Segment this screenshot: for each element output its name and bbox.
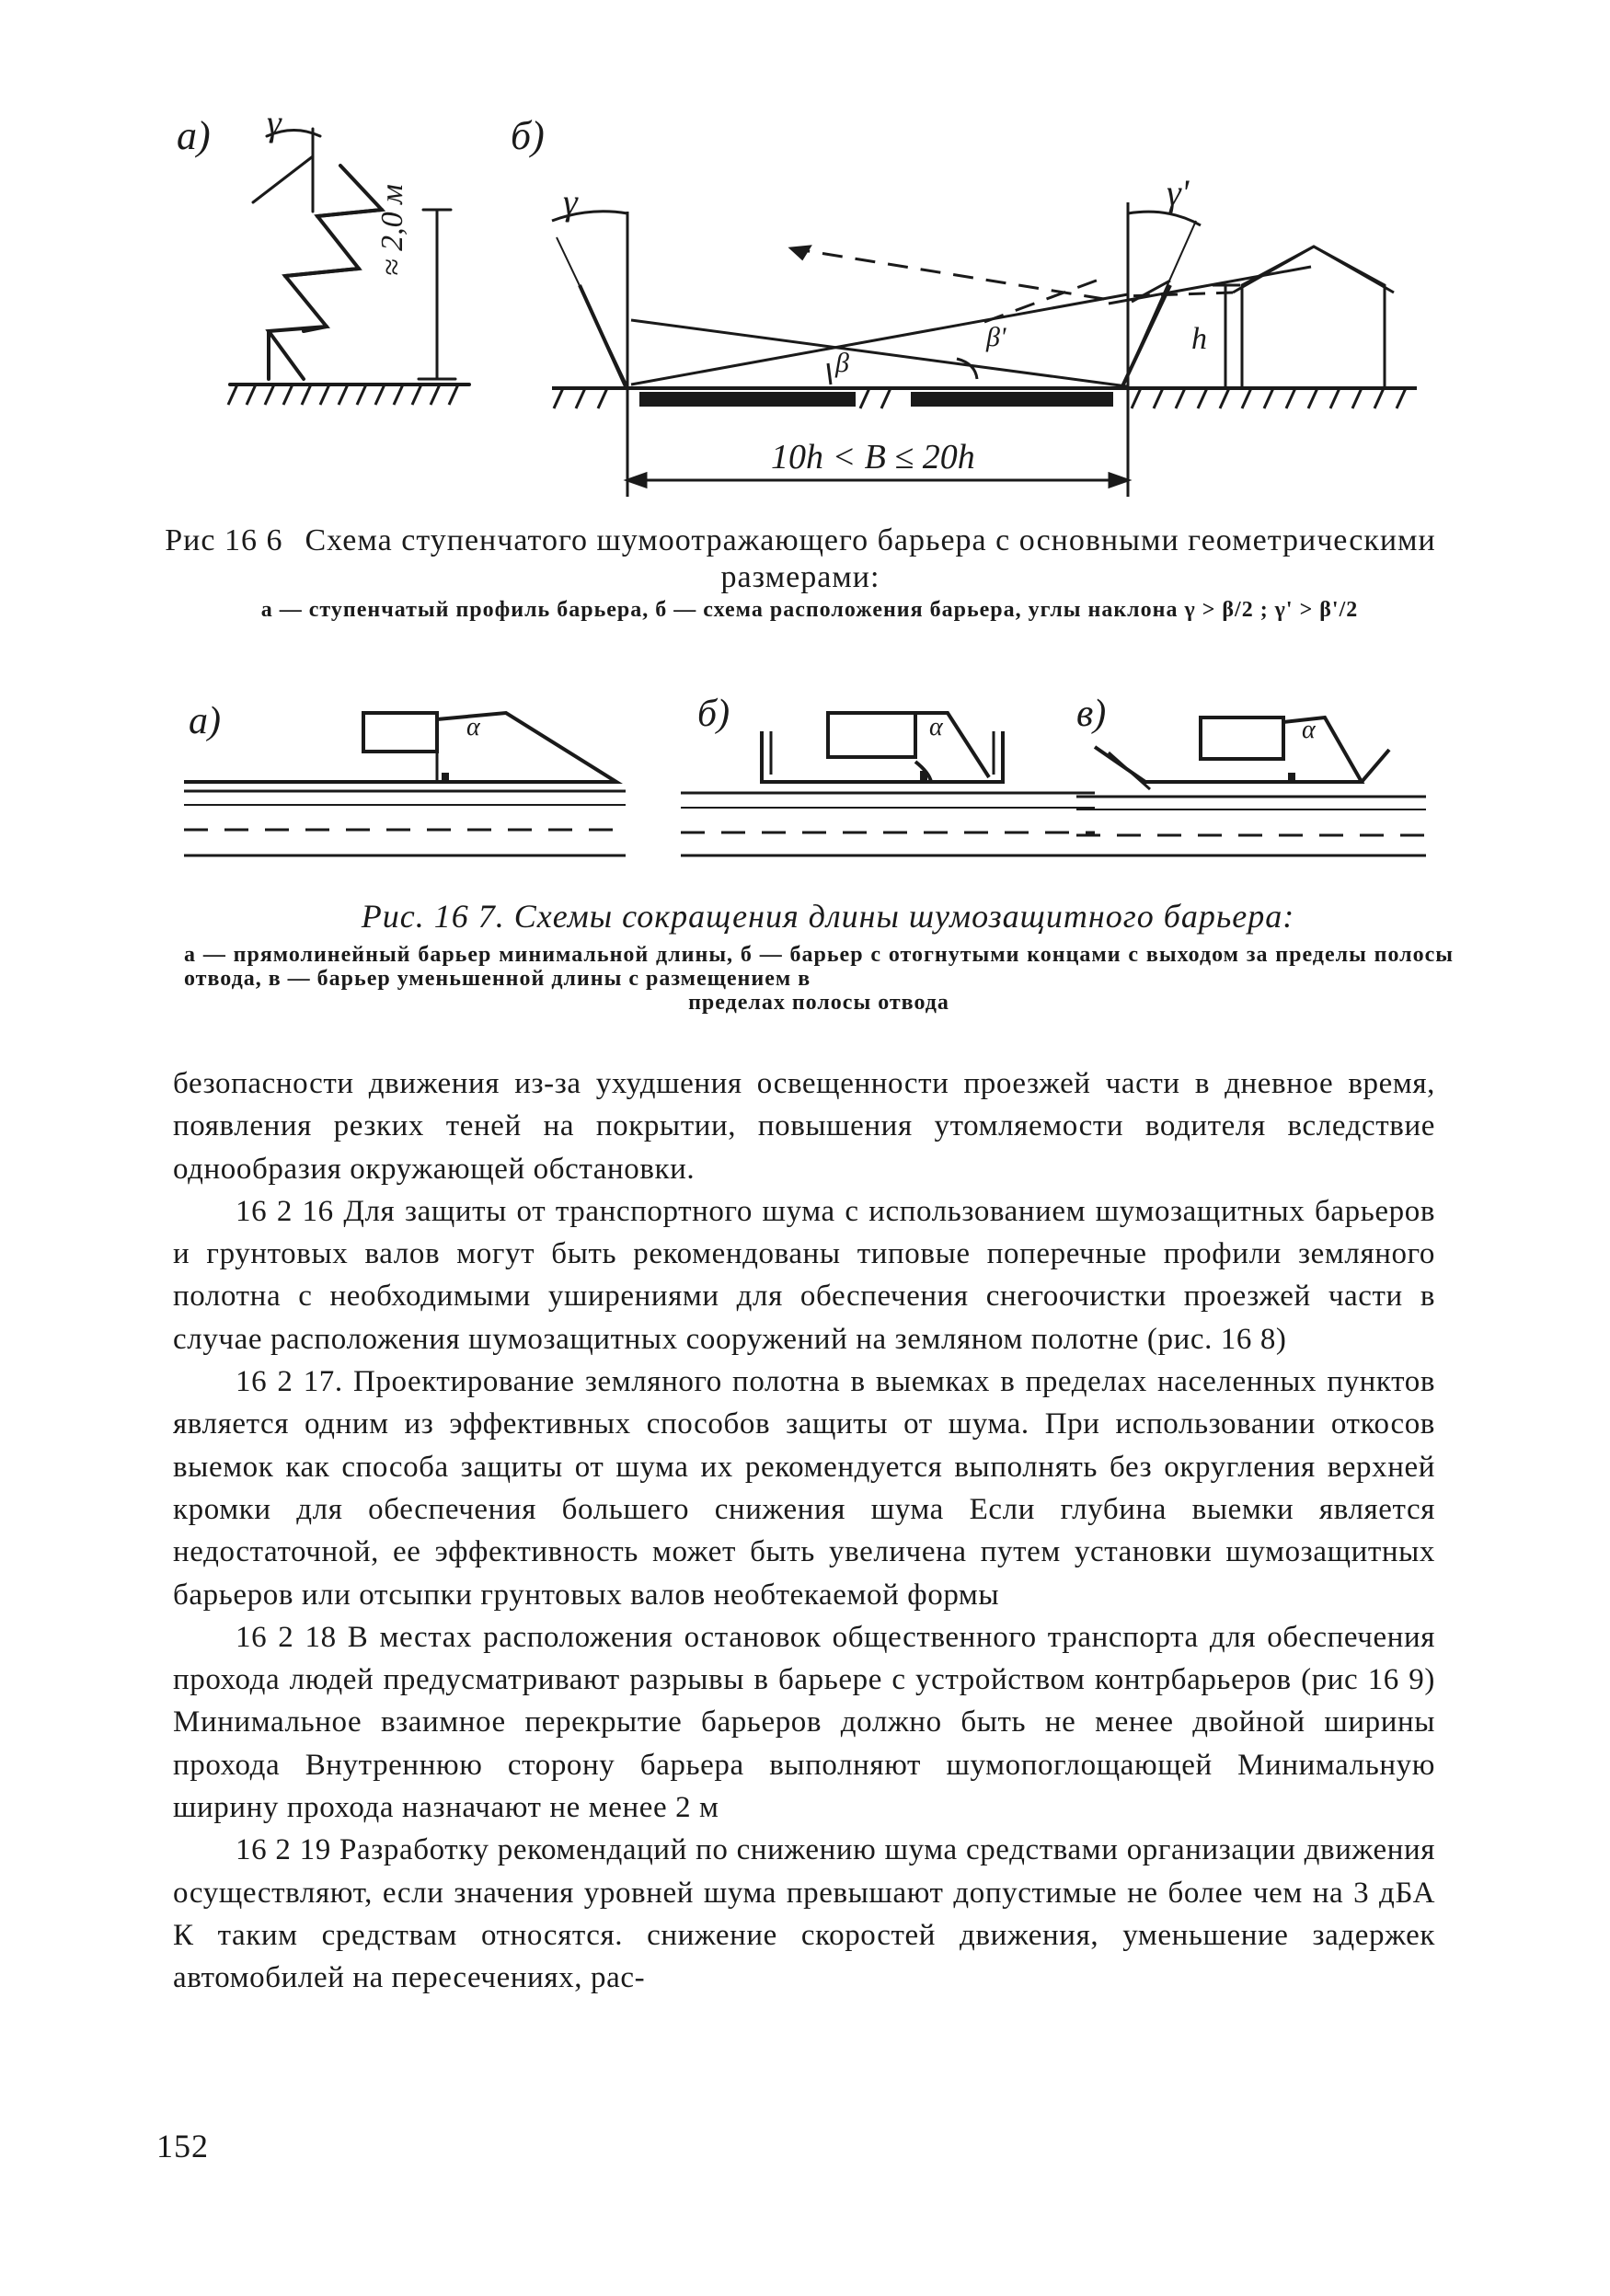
legend-main: а — прямолинейный барьер минимальной длины, б — барьер с отогнутыми концами с выходом за пределы полосы отвода, в — барьер уменьшенной длины с размещением в [184, 943, 1454, 991]
gamma-label-a: γ [267, 102, 282, 144]
figure-16-7-legend [184, 943, 1454, 1015]
body-text [173, 1062, 1435, 2000]
beta-label: β [835, 348, 849, 378]
gamma-label-b: γ [563, 181, 578, 223]
alpha-label-c: α [1302, 716, 1316, 744]
page-number: 152 [156, 2128, 209, 2164]
fig1-panel-b-label: б) [511, 113, 545, 158]
fig2-panel-b-label: б) [697, 693, 730, 735]
vehicle-c [1201, 718, 1283, 759]
paragraph: безопасности движения из-за ухудшения освещенности проезжей части в дневное время, появления резких теней на покрытии, повышения утомляемости водителя вследствие однообразия окружающей обстановки. [173, 1067, 1435, 1186]
paragraph: 16 2 16 Для защиты от транспортного шума с использованием шумозащитных барьеров и грунтовых валов могут быть рекомендованы типовые поперечные профили земляного полотна с необходимыми уширениями для обеспечения снегоочистки проезжей части в случае расположения шумозащитных сооружений на земляном полотне (рис. 16 8) [173, 1194, 1435, 1356]
paragraph: 16 2 17. Проектирование земляного полотна в выемках в пределах населенных пунктов является одним из эффективных способов защиты от шума. При использовании откосов выемок как способа защиты от шума их рекомендуется выполнять без округления верхней кромки для обеспечения большего снижения шума Если глубина выемки является недостаточной, ее эффективность может быть увеличена путем установки шумозащитных барьеров или отсыпки грунтовых валов необтекаемой формы [173, 1365, 1435, 1612]
figure-16-7-caption: Рис. 16 7. Схемы сокращения длины шумозащитного барьера: [361, 898, 1295, 935]
dimension-label: 10h < B ≤ 20h [771, 438, 975, 476]
legend-tail: пределах полосы отвода [688, 991, 949, 1015]
vehicle-a [363, 713, 437, 752]
alpha-label-b: α [929, 713, 943, 741]
vehicle-b [828, 713, 915, 757]
beta-prime-label: β' [986, 322, 1006, 352]
gamma-prime-label: γ' [1167, 172, 1190, 213]
fig2-panel-c-label: в) [1076, 693, 1107, 735]
figure-16-7 [0, 690, 1610, 874]
fig1-panel-a-label: а) [177, 113, 211, 158]
paragraph: 16 2 19 Разработку рекомендаций по снижению шума средствами организации движения осуществляют, если значения уровней шума превышают допустимые не более чем на 3 дБА К таким средствам относятся. снижение скоростей движения, уменьшение задержек автомобилей на пересечениях, рас- [173, 1833, 1435, 1995]
house [1242, 247, 1385, 386]
figure-16-6-legend: а — ступенчатый профиль барьера, б — схема расположения барьера, углы наклона γ > β/2 ; γ' > β'/2 [260, 598, 1359, 622]
height-label: ≈ 2,0 м [375, 184, 409, 276]
paragraph: 16 2 18 В местах расположения остановок общественного транспорта для обеспечения прохода людей предусматривают разрывы в барьере с устройством контрбарьеров (рис 16 9) Минимальное взаимное перекрытие барьеров должно быть не менее двойной ширины прохода Внутреннюю сторону барьера выполняют шумопоглощающей Минимальную ширину прохода назначают не менее 2 м [173, 1620, 1435, 1825]
alpha-label-a: α [466, 713, 480, 741]
h-label: h [1191, 322, 1207, 356]
figure-16-6-caption [147, 522, 1454, 596]
figure-caption-text: Схема ступенчатого шумоотражающего барьера с основными геометрическими размерами: [305, 523, 1436, 594]
fig2-panel-a-label: а) [189, 700, 221, 742]
figure-number: Рис 16 6 [165, 523, 283, 557]
